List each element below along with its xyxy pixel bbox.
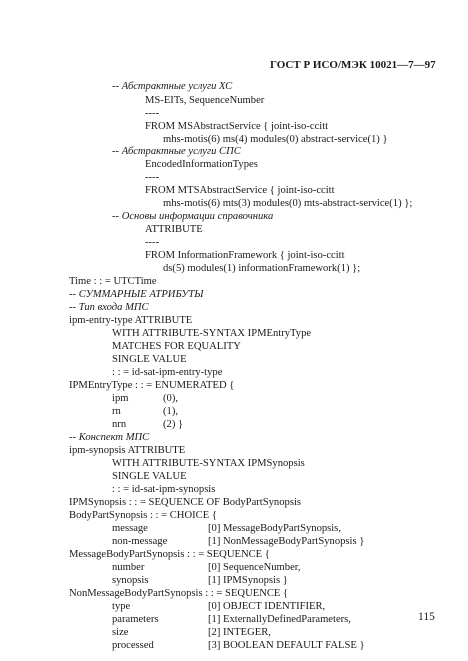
code-line: SINGLE VALUE xyxy=(112,354,187,365)
enum-value: (0), xyxy=(163,393,179,404)
code-line: SINGLE VALUE xyxy=(112,471,187,482)
code-line: EncodedInformationTypes xyxy=(145,159,258,170)
code-line: ipm-synopsis ATTRIBUTE xyxy=(69,445,186,456)
field-type: [2] INTEGER, xyxy=(208,627,271,638)
code-line: : : = id-sat-ipm-entry-type xyxy=(112,367,223,378)
enum-name: rn xyxy=(112,406,121,417)
field-type: [1] NonMessageBodyPartSynopsis } xyxy=(208,536,365,547)
code-line: IPMSynopsis : : = SEQUENCE OF BodyPartSynopsis xyxy=(69,497,302,508)
code-line: NonMessageBodyPartSynopsis : : = SEQUENCE { xyxy=(69,588,289,599)
comment-line: -- Абстрактные услуги СПС xyxy=(112,146,241,157)
field-type: [1] IPMSynopsis } xyxy=(208,575,288,586)
code-line: mhs-motis(6) mts(3) modules(0) mts-abstract-service(1) }; xyxy=(163,198,413,209)
comment-line: -- СУММАРНЫЕ АТРИБУТЫ xyxy=(69,289,204,300)
code-line: MS-EITs, SequenceNumber xyxy=(145,95,265,106)
comment-line: -- Конспект МПС xyxy=(69,432,150,443)
field-name: size xyxy=(112,627,129,638)
field-name: parameters xyxy=(112,614,159,625)
code-line: BodyPartSynopsis : : = CHOICE { xyxy=(69,510,217,521)
field-type: [0] MessageBodyPartSynopsis, xyxy=(208,523,342,534)
code-line: ---- xyxy=(145,237,160,248)
field-type: [0] OBJECT IDENTIFIER, xyxy=(208,601,326,612)
field-name: message xyxy=(112,523,148,534)
field-name: number xyxy=(112,562,145,573)
field-type: [0] SequenceNumber, xyxy=(208,562,301,573)
code-line: ---- xyxy=(145,108,160,119)
code-line: IPMEntryType : : = ENUMERATED { xyxy=(69,380,235,391)
field-name: type xyxy=(112,601,131,612)
page-header: ГОСТ Р ИСО/МЭК 10021—7—97 xyxy=(270,59,436,71)
code-line: WITH ATTRIBUTE-SYNTAX IPMSynopsis xyxy=(112,458,305,469)
code-line: FROM MSAbstractService { joint-iso-ccitt xyxy=(145,121,329,132)
field-name: processed xyxy=(112,640,154,651)
enum-value: (2) } xyxy=(163,419,184,430)
code-line: FROM MTSAbstractService { joint-iso-ccitt xyxy=(145,185,335,196)
code-line: FROM InformationFramework { joint-iso-ccitt xyxy=(145,250,345,261)
field-name: synopsis xyxy=(112,575,149,586)
field-type: [3] BOOLEAN DEFAULT FALSE } xyxy=(208,640,365,651)
comment-line: -- Абстрактные услуги ХС xyxy=(112,81,233,92)
field-name: non-message xyxy=(112,536,168,547)
code-line: MessageBodyPartSynopsis : : = SEQUENCE { xyxy=(69,549,270,560)
enum-name: nrn xyxy=(112,419,127,430)
code-line: WITH ATTRIBUTE-SYNTAX IPMEntryType xyxy=(112,328,312,339)
code-line: ds(5) modules(1) informationFramework(1) }; xyxy=(163,263,361,274)
code-line: ---- xyxy=(145,172,160,183)
enum-name: ipm xyxy=(112,393,129,404)
enum-value: (1), xyxy=(163,406,179,417)
page-number: 115 xyxy=(418,611,435,623)
code-line: mhs-motis(6) ms(4) modules(0) abstract-service(1) } xyxy=(163,134,388,145)
code-line: MATCHES FOR EQUALITY xyxy=(112,341,241,352)
field-type: [1] ExternallyDefinedParameters, xyxy=(208,614,351,625)
comment-line: -- Основы информации справочника xyxy=(112,211,274,222)
comment-line: -- Тип входа МПС xyxy=(69,302,149,313)
code-line: : : = id-sat-ipm-synopsis xyxy=(112,484,216,495)
code-line: ipm-entry-type ATTRIBUTE xyxy=(69,315,193,326)
code-line: Time : : = UTCTime xyxy=(69,276,157,287)
code-line: ATTRIBUTE xyxy=(145,224,203,235)
